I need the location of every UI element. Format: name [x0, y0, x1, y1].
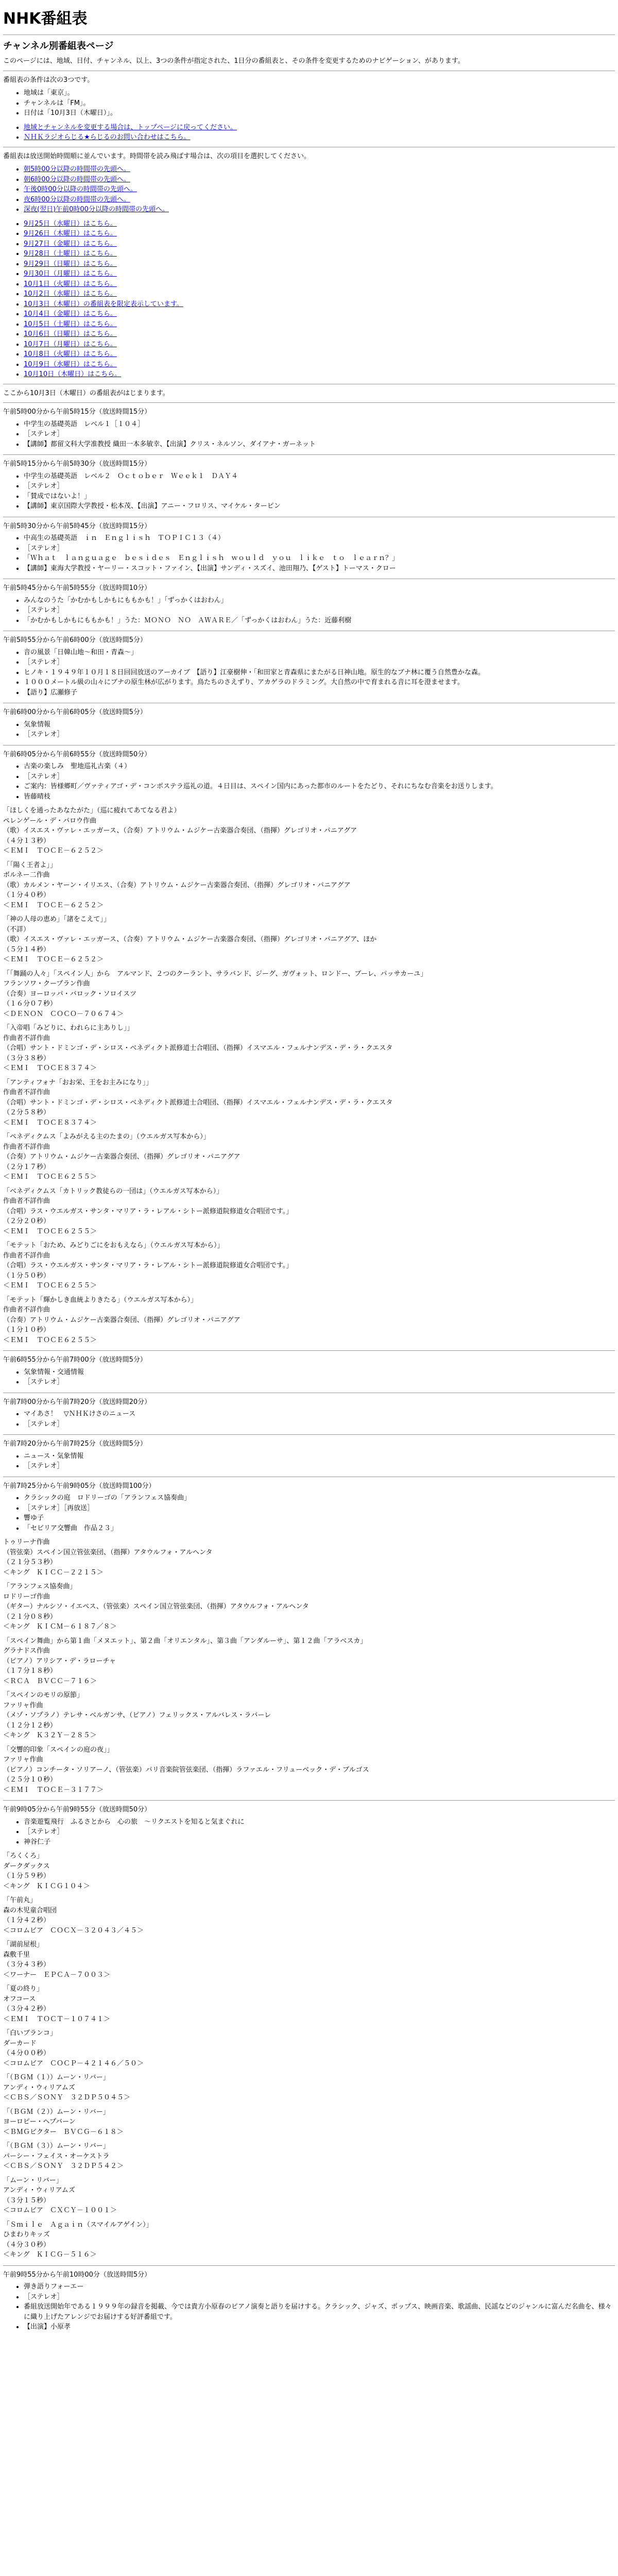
- program-detail: • ヒノキ・１９４９年１０月１８日回回放送のアーカイブ 【語り】江豪樹伸・「和田家と青森県にまたがる日神山地。原生的なブナ林に覆う自然豊かな森。: [24, 668, 615, 678]
- program-time: 午前5時45分から午前5時55分（放送時間10分）: [3, 584, 151, 592]
- piece-title: 「（ＢＧＭ（１））ムーン・リバー」: [3, 2074, 110, 2081]
- date-link[interactable]: 9月26日（木曜日）はこちら。: [24, 230, 117, 238]
- piece-composer: ファリャ作曲: [3, 1756, 43, 1764]
- music-entry: [3, 1537, 615, 1578]
- piece-label: ＜ＥＭＩ ＴＯＣＥ－６２５２＞: [3, 901, 104, 909]
- program-detail: • 【出演】小原孝: [24, 2322, 615, 2332]
- piece-performers: オフコース: [3, 1995, 36, 2003]
- piece-performers: （ギター）ナルシソ・イエペス、（管弦楽）スペイン国立管弦楽団、（指揮）アタウルフォ・アルヘンタ: [3, 1603, 309, 1611]
- program-detail: • ［ステレオ］: [24, 1377, 615, 1387]
- piece-performers: ダークダックス: [3, 1862, 50, 1870]
- music-entry: [3, 2220, 615, 2260]
- piece-duration: （１分４０秒）: [3, 891, 50, 899]
- music-entry: [3, 860, 615, 911]
- program-time: 午前7時25分から午前9時05分（放送時間100分）: [3, 1482, 156, 1490]
- piece-duration: （２１分０８秒）: [3, 1613, 57, 1621]
- piece-duration: （２分５８秒）: [3, 1109, 50, 1116]
- piece-performers: （歌）イスエス・ヴァレ・エッガース、（合奏）アトリウム・ムジケー古楽器合奏団、（指揮）グレゴリオ・パニアグア: [3, 827, 357, 835]
- program-slot: [3, 1805, 615, 2260]
- program-detail: • 【講師】東京国際大学教授・松本茂、【出演】アニー・フロリス、マイケル・ターピン: [24, 501, 615, 512]
- piece-performers: アンディ・ウィリアムズ: [3, 2187, 75, 2194]
- program-title: • 気象情報: [24, 720, 615, 730]
- program-detail: • 響ゆ子: [24, 1513, 615, 1523]
- piece-performers: （合唱）ラス・ウエルガス・サンタ・マリア・ラ・レアル・シトー派修道院修道女合唱団です。」: [3, 1207, 293, 1215]
- time-link[interactable]: 午後0時00分以降の時間帯の先頭へ。: [24, 185, 137, 193]
- program-slot: [3, 2270, 615, 2332]
- time-nav: [3, 164, 615, 215]
- piece-title: 「夏の終り」: [3, 1985, 44, 1993]
- program-title: • 弾き語りフォーエー: [24, 2282, 615, 2292]
- program-title: • 気象情報・交通情報: [24, 1367, 615, 1378]
- piece-duration: （４分１３秒）: [3, 837, 50, 845]
- program-detail: • ［ステレオ］: [24, 1461, 615, 1471]
- piece-label: ＜ＣＢＳ／ＳＯＮＹ ３２ＤＰ５０４５＞: [3, 2094, 131, 2102]
- date-link[interactable]: 10月9日（水曜日）はこちら。: [24, 360, 117, 368]
- program-title: • みんなのうた「かむかもしかもにももかも！」「ずっかくはおわん」: [24, 596, 615, 606]
- date-link[interactable]: 9月27日（金曜日）はこちら。: [24, 240, 117, 248]
- page-subtitle: チャンネル別番組表ページ: [3, 41, 114, 52]
- piece-composer: グラナドス作曲: [3, 1647, 50, 1655]
- piece-duration: （３分４３秒）: [3, 1961, 50, 1969]
- piece-title: 「交響的印象「スペインの庭の夜」」: [3, 1745, 114, 1754]
- music-entry: [3, 1241, 615, 1291]
- piece-duration: （１７分１８秒）: [3, 1667, 57, 1675]
- program-detail: • ［ステレオ］: [24, 730, 615, 740]
- piece-performers: （管弦楽）スペイン国立管弦楽団、（指揮）アタウルフォ・アルヘンタ: [3, 1548, 213, 1556]
- piece-label: ＜ＥＭＩ ＴＯＣＥ６２５５＞: [3, 1282, 97, 1290]
- inquiry-link[interactable]: ＮＨＫラジオらじる★らじるのお問い合わせはこちら。: [24, 133, 191, 141]
- piece-label: ＜コロムビア ＣＸＣＹ－１００１＞: [3, 2207, 117, 2214]
- music-entry: [3, 2028, 615, 2069]
- piece-performers: （ピアノ）コンチータ・ソリアーノ、（管弦楽）パリ音楽院管弦楽団、（指揮）ラファエル・フリューベック・デ・ブルゴス: [3, 1766, 369, 1774]
- program-time: 午前9時55分から午前10時00分（放送時間5分）: [3, 2270, 151, 2279]
- piece-label: ＜キング ＫＩＣＣ－２２１５＞: [3, 1568, 104, 1577]
- music-entry: [3, 1745, 615, 1795]
- piece-composer: トゥリーナ作曲: [3, 1538, 50, 1546]
- piece-title: 「アランフェス協奏曲」: [3, 1583, 77, 1590]
- piece-composer: 作曲者不詳作曲: [3, 1306, 50, 1314]
- piece-duration: （１２分１２秒）: [3, 1721, 57, 1730]
- page: [0, 7, 618, 2332]
- program-detail: • 【講師】東海大学教授・ヤーリー・スコット・ファイン、【出演】サンディ・スズイ、池田翔乃、【ゲスト】トーマス・クロー: [24, 564, 615, 574]
- piece-label: ＜コロムビア ＣＯＣＸ－３２０４３／４５＞: [3, 1926, 144, 1935]
- program-detail: • 皆藤晴枝: [24, 792, 615, 802]
- program-time: 午前6時00分から午前6時05分（放送時間5分）: [3, 708, 147, 716]
- piece-performers: 森敷千里: [3, 1951, 30, 1959]
- date-link[interactable]: 10月7日（月曜日）はこちら。: [24, 340, 117, 348]
- program-detail: • ［ステレオ］: [24, 605, 615, 616]
- piece-label: ＜ＥＭＩ ＴＯＣＴ－１０７４１＞: [3, 2015, 111, 2023]
- program-slot: [3, 635, 615, 698]
- program-title: • 古楽の楽しみ 聖地巡礼古楽（４）: [24, 761, 615, 772]
- date-link[interactable]: 10月8日（火曜日）はこちら。: [24, 350, 117, 358]
- piece-performers: （合奏）アトリウム・ムジケー古楽器合奏団、（指揮）グレゴリオ・パニアグア: [3, 1316, 241, 1324]
- music-entry: [3, 1851, 615, 1891]
- piece-performers: （合唱）ラス・ウエルガス・サンタ・マリア・ラ・レアル・シトー派修道院修道女合唱団です。」: [3, 1262, 293, 1269]
- piece-duration: （１分５０秒）: [3, 1272, 50, 1280]
- program-title: • クラシックの庭 ロドリーゴの「アランフェス協奏曲」: [24, 1493, 615, 1503]
- piece-title: 「ほしくを通ったあなたがた」（巡に疲れてあてなる君よ）: [3, 807, 181, 815]
- program-detail: • 「セビリア交響曲 作品２３」: [24, 1523, 615, 1534]
- program-detail: • ［ステレオ］: [24, 1827, 615, 1837]
- program-detail: • 番組放送開始年である１９９９年の録音を掲載、今では貴方小原春のピアノ演奏と語りを届けする。クラシック、ジャズ、ポップス、映画音楽、歌謡曲、民謡などのジャンルに富んだ名曲を、様々に織り上げたアレンジでお届けする好評番組です。: [24, 2302, 615, 2322]
- piece-title: 「湖前屋根」: [3, 1941, 44, 1948]
- divider: [3, 402, 615, 403]
- piece-title: 「ベネディクムス「カトリック教徒らの一団は」（ウエルガス写本から）」: [3, 1187, 224, 1195]
- divider: [3, 1434, 615, 1435]
- music-entry: [3, 2141, 615, 2172]
- music-entry: [3, 2176, 615, 2216]
- piece-composer: （不詳）: [3, 925, 30, 934]
- program-title: • 音楽遊覧飛行 ふるさとから 心の旅 ～リクエストを知ると気まぐれに: [24, 1817, 615, 1827]
- piece-label: ＜ＥＭＩ ＴＯＣＥ－６２５２＞: [3, 956, 104, 963]
- piece-title: 「午前丸」: [3, 1896, 37, 1904]
- piece-duration: （２分２０秒）: [3, 1217, 50, 1225]
- schedule-start-note: ここから10月3日（木曜日）の番組表がはじまります。: [3, 389, 169, 397]
- piece-duration: （１６分０７秒）: [3, 1000, 57, 1008]
- program-time: 午前5時30分から午前5時45分（放送時間15分）: [3, 522, 151, 530]
- program-detail: • ［ステレオ］: [24, 657, 615, 668]
- piece-label: ＜キング ＫＩＣＧ１０４＞: [3, 1882, 90, 1890]
- music-entry: [3, 1940, 615, 1980]
- program-detail: • 「Ｗｈａｔ ｌａｎｇｕａｇｅ ｂｅｓｉｄｅｓ Ｅｎｇｌｉｓｈ ｗｏｕｌｄ ｙｏｕ ｌｉｋｅ ｔｏ ｌｅａｒｎ？」: [24, 553, 615, 564]
- program-time: 午前5時55分から午前6時00分（放送時間5分）: [3, 636, 147, 644]
- piece-title: 「Ｓｍｉｌｅ Ａｇａｉｎ（スマイルアゲイン）」: [3, 2221, 153, 2229]
- program-detail: • ［ステレオ］: [24, 544, 615, 554]
- divider: [3, 1800, 615, 1801]
- piece-duration: （２分１７秒）: [3, 1163, 50, 1171]
- piece-label: ＜ＥＭＩ ＴＯＣＥ６２５５＞: [3, 1227, 97, 1235]
- date-link[interactable]: 10月4日（金曜日）はこちら。: [24, 310, 117, 318]
- piece-performers: （合唱）サント・ドミンゴ・デ・シロス・ベネディクト派修道士合唱団、（指揮）イスマエル・フェルナンデス・デ・ラ・クエスタ: [3, 1098, 393, 1107]
- piece-composer: 作曲者不詳作曲: [3, 1197, 50, 1205]
- program-detail: • ［ステレオ］: [24, 772, 615, 782]
- program-slot: [3, 583, 615, 625]
- program-detail: • ［ステレオ］: [24, 2292, 615, 2302]
- nav-text: 番組表は放送開始時間順に並んでいます。時間帯を読み飛ばす場合は、次の項目を選択してください。: [3, 152, 311, 160]
- conditions-links: [3, 123, 615, 143]
- music-entry: [3, 914, 615, 965]
- piece-composer: ファリャ作曲: [3, 1701, 43, 1709]
- program-title: • 中学生の基礎英語 レベル２ Ｏｃｔｏｂｅｒ Ｗｅｅｋ１ ＤＡＹ４: [24, 471, 615, 482]
- piece-title: 「神の人母の恵め」「諸をこえて」」: [3, 916, 111, 923]
- condition-item: • 日付は「10月3日（木曜日）」。: [24, 108, 615, 118]
- piece-duration: （１分４２秒）: [3, 1917, 50, 1924]
- music-entry: [3, 806, 615, 856]
- piece-label: ＜ＣＢＳ／ＳＯＮＹ ３２ＤＰ５４２＞: [3, 2162, 124, 2170]
- piece-performers: アンディ・ウィリアムズ: [3, 2083, 75, 2092]
- program-slot: [3, 1439, 615, 1471]
- time-link[interactable]: 夜6時00分以降の時間帯の先頭へ。: [24, 195, 130, 204]
- program-title: • ニュース・気象情報: [24, 1451, 615, 1462]
- piece-duration: （２１分５３秒）: [3, 1558, 57, 1566]
- piece-composer: 作曲者不詳作曲: [3, 1089, 50, 1096]
- piece-label: ＜ＥＭＩ ＴＯＣＥ６２５５＞: [3, 1173, 97, 1181]
- piece-performers: ダーカード: [3, 2039, 37, 2047]
- program-slot: [3, 707, 615, 740]
- divider: [3, 1350, 615, 1351]
- piece-composer: フランソワ・クープラン作曲: [3, 980, 90, 988]
- piece-label: ＜ＥＭＩ ＴＯＣＥ－６２５２＞: [3, 847, 104, 855]
- music-entry: [3, 2073, 615, 2103]
- conditions-heading: 番組表の条件は次の3つです。: [3, 76, 94, 84]
- piece-composer: ボルネー二作曲: [3, 871, 50, 879]
- piece-label: ＜キング ＫＩＣＭ－６１８７／８＞: [3, 1623, 117, 1631]
- program-detail: • ご案内：皆様郷町／ヴァティアゴ・デ・コンポステラ巡礼の道。４日目は、スペイン国内にあった都市のルートをたどり、それにちなむ音楽をお送りします。: [24, 782, 615, 792]
- piece-title: 「「陽く王者よ」」: [3, 861, 57, 869]
- time-link[interactable]: 朝6時00分以降の時間帯の先頭へ。: [24, 175, 130, 183]
- piece-label: ＜ＲＣＡ ＢＶＣＣ－７１６＞: [3, 1677, 97, 1685]
- piece-title: 「モテット「おため、みどりごにをおもえなら」（ウエルガス写本から）」: [3, 1242, 224, 1249]
- piece-duration: （１分５９秒）: [3, 1872, 50, 1880]
- piece-duration: （３分４２秒）: [3, 2005, 50, 2013]
- program-detail: • ［ステレオ］: [24, 429, 615, 439]
- piece-performers: ひまわりキッズ: [3, 2231, 50, 2239]
- date-link[interactable]: 9月29日（日曜日）はこちら。: [24, 260, 117, 268]
- piece-label: ＜キング ＫＩＣＧ－５１６＞: [3, 2251, 97, 2259]
- top-page-link[interactable]: 地域とチャンネルを変更する場合は、トップページに戻ってください。: [24, 123, 237, 131]
- piece-performers: （メゾ・ソプラノ）テレサ・ベルガンサ、（ピアノ）フェリックス・アルバレス・ラバーレ: [3, 1711, 271, 1719]
- date-link[interactable]: 10月5日（土曜日）はこちら。: [24, 320, 117, 328]
- condition-item: • 地域は「東京」。: [24, 88, 615, 98]
- program-detail: • ［ステレオ］: [24, 481, 615, 492]
- piece-title: 「ペネディクムス「よみがえる主のたまの」（ウエルガス写本から）」: [3, 1133, 210, 1141]
- piece-label: ＜ＥＭＩ ＴＯＣＥ８３７４＞: [3, 1118, 97, 1127]
- piece-composer: 作曲者不詳作曲: [3, 1143, 50, 1151]
- music-entry: [3, 1295, 615, 1346]
- piece-title: 「ろくくろ」: [3, 1852, 44, 1860]
- piece-performers: （合奏）ヨーロッパ・バロック・ソロイスツ: [3, 990, 136, 998]
- piece-label: ＜ＥＭＩ ＴＯＣＥ６２５５＞: [3, 1336, 97, 1344]
- music-entry: [3, 1187, 615, 1237]
- music-entry: [3, 1984, 615, 2024]
- piece-performers: 森の木児童合唱団: [3, 1906, 57, 1914]
- piece-duration: （３分１５秒）: [3, 2196, 50, 2205]
- piece-performers: （合奏）アトリウム・ムジケー古楽器合奏団、（指揮）グレゴリオ・パニアグア: [3, 1153, 241, 1161]
- piece-composer: ペレンゲール・デ・パロウ作曲: [3, 817, 97, 825]
- piece-label: ＜ＤＥＮＯＮ ＣＯＣＯ－７０６７４＞: [3, 1010, 124, 1018]
- program-time: 午前7時00分から午前7時20分（放送時間20分）: [3, 1398, 151, 1406]
- piece-title: 「アンティフォナ「おお栄、王をお主みになり」」: [3, 1078, 153, 1087]
- piece-title: 「白いブランコ」: [3, 2029, 57, 2037]
- time-link[interactable]: 深夜(翌日)午前0時00分以降の時間帯の先頭へ。: [24, 206, 169, 213]
- date-link[interactable]: 10月6日（日曜日）はこちら。: [24, 330, 117, 338]
- piece-title: 「スペイン舞曲」から第１曲「メヌエット」、第２曲「オリエンタル」、第３曲「アンダルーサ」、第１２曲「アラベスカ」: [3, 1637, 367, 1645]
- piece-duration: （３分３８秒）: [3, 1054, 50, 1062]
- piece-duration: （４分００秒）: [3, 2049, 50, 2057]
- piece-composer: 作曲者不詳作曲: [3, 1251, 50, 1260]
- program-title: • 中高生の基礎英語 ｉｎ Ｅｎｇｌｉｓｈ ＴＯＰＩＣ１３（４）: [24, 533, 615, 544]
- program-time: 午前5時15分から午前5時30分（放送時間15分）: [3, 460, 151, 468]
- program-detail: • 「賛成ではないよ！」: [24, 492, 615, 502]
- program-detail: • ［ステレオ］［再放送］: [24, 1503, 615, 1514]
- date-link[interactable]: 10月2日（水曜日）はこちら。: [24, 290, 117, 298]
- piece-performers: （ピアノ）アリシア・デ・ラローチャ: [3, 1657, 116, 1665]
- piece-title: 「（ＢＧＭ（３））ムーン・リバー」: [3, 2142, 110, 2150]
- program-title: • マイあさ！ ▽ＮＨＫけさのニュース: [24, 1409, 615, 1419]
- program-time: 午前6時05分から午前6時55分（放送時間50分）: [3, 750, 151, 758]
- program-title: • 音の風景「日韓山地～和田・青森～」: [24, 648, 615, 658]
- music-entry: [3, 2107, 615, 2138]
- music-entry: [3, 1078, 615, 1128]
- piece-performers: （歌）カルメン・ヤーン・イリエス、（合奏）アトリウム・ムジケー古楽器合奏団、（指揮）グレゴリオ・パニアグア: [3, 881, 351, 889]
- program-slot: [3, 1481, 615, 1795]
- piece-duration: （５分１４秒）: [3, 945, 50, 954]
- conditions-list: [3, 88, 615, 118]
- page-title: NHK番組表: [3, 10, 88, 28]
- divider: [3, 2265, 615, 2266]
- date-link[interactable]: 9月30日（月曜日）はこちら。: [24, 270, 117, 278]
- music-entry: [3, 1895, 615, 1936]
- program-detail: • 神谷仁子: [24, 1837, 615, 1848]
- piece-composer: 作曲者不詳作曲: [3, 1034, 50, 1042]
- piece-title: 「入帝唱「みどりに、われらに主ありし」」: [3, 1024, 134, 1032]
- music-entry: [3, 1023, 615, 1074]
- program-time: 午前5時00分から午前5時15分（放送時間15分）: [3, 408, 151, 416]
- piece-label: ＜キング Ｋ３２Ｙ－２８５＞: [3, 1732, 97, 1739]
- piece-duration: （１分１０秒）: [3, 1326, 50, 1334]
- program-slot: [3, 407, 615, 449]
- music-entry: [3, 969, 615, 1020]
- piece-label: ＜コロムビア ＣＯＣＰ－４２１４６／５０＞: [3, 2059, 144, 2067]
- piece-title: 「（ＢＧＭ（２））ムーン・リバー」: [3, 2108, 110, 2116]
- piece-label: ＜ＢＭＧビクター ＢＶＣＧ－６１８＞: [3, 2128, 124, 2136]
- date-link[interactable]: 9月28日（土曜日）はこちら。: [24, 250, 117, 258]
- program-slot: [3, 1355, 615, 1387]
- program-time: 午前7時20分から午前7時25分（放送時間5分）: [3, 1440, 147, 1448]
- divider: [3, 454, 615, 455]
- program-detail: • 「かむかもしかもにももかも！」うた：ＭＯＮＯ ＮＯ ＡＷＡＲＥ／「ずっかくはおわん」うた：近藤利樹: [24, 616, 615, 626]
- piece-title: 「モテット「輝かしき血統よりきたる」（ウエルガス写本から）」: [3, 1296, 198, 1304]
- piece-duration: （４分３０秒）: [3, 2241, 50, 2249]
- music-entry: [3, 1636, 615, 1687]
- piece-title: 「スペインのモリの原節」: [3, 1691, 84, 1699]
- time-link[interactable]: 朝5時00分以降の時間帯の先頭へ。: [24, 165, 130, 173]
- piece-label: ＜ＥＭＩ ＴＯＣＥ８３７４＞: [3, 1064, 97, 1072]
- date-nav: [3, 219, 615, 380]
- piece-performers: （合唱）サント・ドミンゴ・デ・シロス・ベネディクト派修道士合唱団、（指揮）イスマエル・フェルナンデス・デ・ラ・クエスタ: [3, 1044, 393, 1052]
- program-time: 午前9時05分から午前9時55分（放送時間50分）: [3, 1806, 151, 1814]
- music-entry: [3, 1132, 615, 1182]
- date-link[interactable]: 10月10日（木曜日）はこちら。: [24, 370, 122, 378]
- piece-label: ＜ＥＭＩ ＴＯＣＥ－３１７７＞: [3, 1786, 104, 1794]
- piece-performers: ヨーロピー・ヘプバーン: [3, 2118, 76, 2126]
- piece-title: 「ムーン・リバー」: [3, 2176, 63, 2184]
- program-slot: [3, 750, 615, 1346]
- condition-item: • チャンネルは「FM」。: [24, 98, 615, 109]
- piece-performers: パーシー・フェイス・オーケストラ: [3, 2152, 110, 2160]
- date-link[interactable]: 10月1日（火曜日）はこちら。: [24, 280, 117, 288]
- program-detail: • １０００メートル級の山々にブナの原生林が広がります。鳥たちのさえずり、アカゲラのドラミング。大自然の中で育まれる音に耳を澄ませます。: [24, 677, 615, 688]
- program-detail: • ［ステレオ］: [24, 1419, 615, 1430]
- program-slot: [3, 521, 615, 574]
- piece-duration: （２５分１０秒）: [3, 1776, 57, 1784]
- program-detail: • 【語り】広瀬修子: [24, 688, 615, 698]
- date-link[interactable]: 9月25日（水曜日）はこちら。: [24, 219, 117, 228]
- program-slot: [3, 1397, 615, 1430]
- piece-composer: ロドリーゴ作曲: [3, 1592, 50, 1601]
- program-detail: • 【講師】都留文科大学准教授 織田一本多敏幸、【出演】クリス・ネルソン、ダイアナ・ガーネット: [24, 439, 615, 450]
- piece-performers: （歌）イスエス・ヴァレ・エッガース、（合奏）アトリウム・ムジケー古楽器合奏団、（指揮）グレゴリオ・パニアグア、ほか: [3, 936, 377, 943]
- program-title: • 中学生の基礎英語 レベル１［１０４］: [24, 419, 615, 430]
- program-slot: [3, 459, 615, 512]
- intro-text: このページには、地域、日付、チャンネル、以上、3つの条件が指定された、1日分の番組表と、その条件を変更するためのナビゲーション、があります。: [3, 57, 465, 65]
- program-time: 午前6時55分から午前7時00分（放送時間5分）: [3, 1356, 147, 1364]
- piece-label: ＜ワーナー ＥＰＣＡ－７００３＞: [3, 1971, 111, 1979]
- date-link-current[interactable]: 10月3日（木曜日）の番組表を限定表示しています。: [24, 300, 183, 308]
- music-entry: [3, 1582, 615, 1632]
- music-entry: [3, 1690, 615, 1741]
- piece-title: 「「舞踊の人々」「スペイン人」から アルマンド、２つのクーラント、サラバンド、ジーグ、ガヴォット、ロンドー、ブーレ、パッサカーユ」: [3, 970, 427, 978]
